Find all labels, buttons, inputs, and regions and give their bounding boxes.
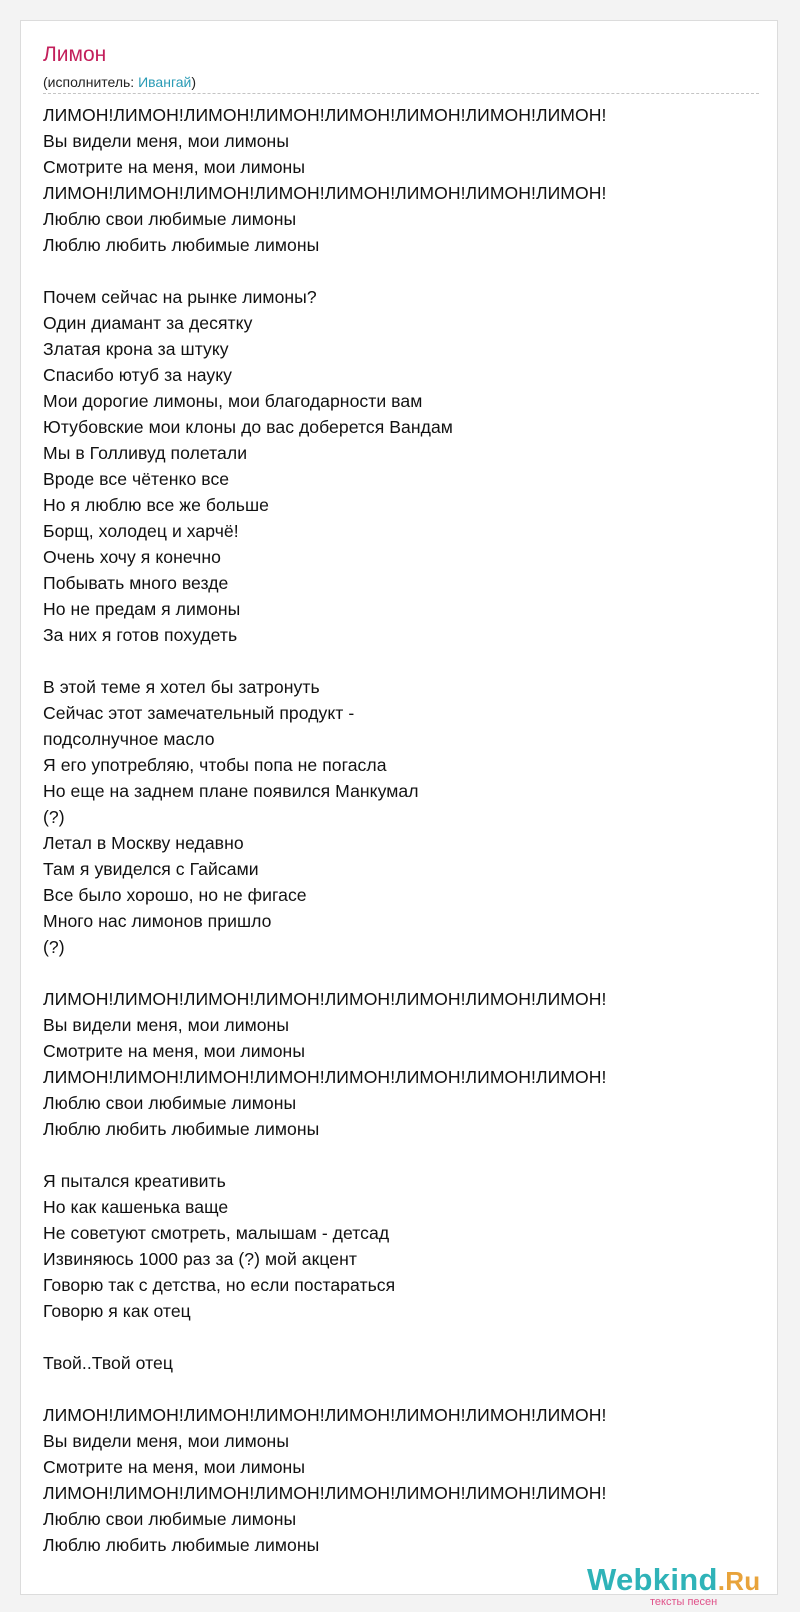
lyrics-line: Извиняюсь 1000 раз за (?) мой акцент — [43, 1249, 357, 1269]
lyrics-line: ЛИМОН!ЛИМОН!ЛИМОН!ЛИМОН!ЛИМОН!ЛИМОН!ЛИМОН!ЛИМОН! — [43, 989, 607, 1009]
lyrics-blank-line — [43, 648, 759, 674]
lyrics-line: Вы видели меня, мои лимоны — [43, 1431, 290, 1451]
lyrics-line: Люблю любить любимые лимоны — [43, 235, 320, 255]
lyrics-line: Твой..Твой отец — [43, 1353, 174, 1373]
lyrics-line: ЛИМОН!ЛИМОН!ЛИМОН!ЛИМОН!ЛИМОН!ЛИМОН!ЛИМОН!ЛИМОН! — [43, 1067, 607, 1087]
lyrics-line: В этой теме я хотел бы затронуть — [43, 677, 320, 697]
lyrics-text — [43, 102, 759, 1558]
lyrics-line: Ютубовские мои клоны до вас доберется Вандам — [43, 417, 453, 437]
lyrics-line: Смотрите на меня, мои лимоны — [43, 1457, 306, 1477]
artist-suffix: ) — [191, 74, 197, 90]
lyrics-line: Не советуют смотреть, малышам - детсад — [43, 1223, 390, 1243]
lyrics-line: Но еще на заднем плане появился Манкумал — [43, 781, 419, 801]
lyrics-line: Летал в Москву недавно — [43, 833, 244, 853]
lyrics-line: Люблю любить любимые лимоны — [43, 1535, 320, 1555]
lyrics-line: ЛИМОН!ЛИМОН!ЛИМОН!ЛИМОН!ЛИМОН!ЛИМОН!ЛИМОН!ЛИМОН! — [43, 105, 607, 125]
lyrics-line: Вы видели меня, мои лимоны — [43, 131, 290, 151]
lyrics-line: Люблю любить любимые лимоны — [43, 1119, 320, 1139]
lyrics-line: Но я люблю все же больше — [43, 495, 269, 515]
lyrics-line: Мы в Голливуд полетали — [43, 443, 248, 463]
logo-wordmark — [587, 1562, 761, 1599]
lyrics-line: Много нас лимонов пришло — [43, 911, 272, 931]
lyrics-line: Говорю так с детства, но если постараться — [43, 1275, 396, 1295]
lyrics-line: ЛИМОН!ЛИМОН!ЛИМОН!ЛИМОН!ЛИМОН!ЛИМОН!ЛИМОН!ЛИМОН! — [43, 1483, 607, 1503]
lyrics-line: Почем сейчас на рынке лимоны? — [43, 287, 317, 307]
logo-brand: Webkind — [587, 1562, 718, 1597]
lyrics-line: Но как кашенька ваще — [43, 1197, 229, 1217]
lyrics-card — [20, 20, 778, 1608]
lyrics-line: Смотрите на меня, мои лимоны — [43, 157, 306, 177]
artist-line — [43, 73, 196, 91]
lyrics-line: Люблю свои любимые лимоны — [43, 1093, 297, 1113]
webkind-logo — [587, 1562, 787, 1612]
lyrics-line: Побывать много везде — [43, 573, 229, 593]
lyrics-line: Все было хорошо, но не фигасе — [43, 885, 307, 905]
header-divider — [43, 93, 759, 94]
logo-tagline: тексты песен — [650, 1596, 718, 1608]
lyrics-blank-line — [43, 1142, 759, 1168]
lyrics-line: Сейчас этот замечательный продукт - — [43, 703, 355, 723]
lyrics-line: Люблю свои любимые лимоны — [43, 1509, 297, 1529]
lyrics-line: Смотрите на меня, мои лимоны — [43, 1041, 306, 1061]
lyrics-blank-line — [43, 960, 759, 986]
song-title: Лимон — [43, 43, 107, 66]
lyrics-line: Но не предам я лимоны — [43, 599, 241, 619]
artist-prefix: (исполнитель: — [43, 74, 139, 90]
lyrics-line: Мои дорогие лимоны, мои благодарности вам — [43, 391, 423, 411]
lyrics-line: Я пытался креативить — [43, 1171, 226, 1191]
lyrics-blank-line — [43, 1376, 759, 1402]
lyrics-line: Вы видели меня, мои лимоны — [43, 1015, 290, 1035]
lyrics-line: подсолнучное масло — [43, 729, 215, 749]
lyrics-line: Борщ, холодец и харчё! — [43, 521, 239, 541]
artist-link[interactable]: Ивангай — [138, 74, 192, 90]
logo-tld: .Ru — [717, 1566, 761, 1596]
lyrics-line: Златая крона за штуку — [43, 339, 229, 359]
lyrics-line: Люблю свои любимые лимоны — [43, 209, 297, 229]
lyrics-line: За них я готов похудеть — [43, 625, 238, 645]
lyrics-line: Очень хочу я конечно — [43, 547, 221, 567]
lyrics-line: Вроде все чётенко все — [43, 469, 230, 489]
lyrics-line: (?) — [43, 807, 65, 827]
lyrics-line: ЛИМОН!ЛИМОН!ЛИМОН!ЛИМОН!ЛИМОН!ЛИМОН!ЛИМОН!ЛИМОН! — [43, 1405, 607, 1425]
lyrics-line: (?) — [43, 937, 65, 957]
lyrics-line: Один диамант за десятку — [43, 313, 253, 333]
lyrics-line: Там я увиделся с Гайсами — [43, 859, 259, 879]
lyrics-line: Спасибо ютуб за науку — [43, 365, 232, 385]
lyrics-line: Я его употребляю, чтобы попа не погасла — [43, 755, 387, 775]
lyrics-line: Говорю я как отец — [43, 1301, 191, 1321]
lyrics-line: ЛИМОН!ЛИМОН!ЛИМОН!ЛИМОН!ЛИМОН!ЛИМОН!ЛИМОН!ЛИМОН! — [43, 183, 607, 203]
lyrics-blank-line — [43, 258, 759, 284]
lyrics-blank-line — [43, 1324, 759, 1350]
